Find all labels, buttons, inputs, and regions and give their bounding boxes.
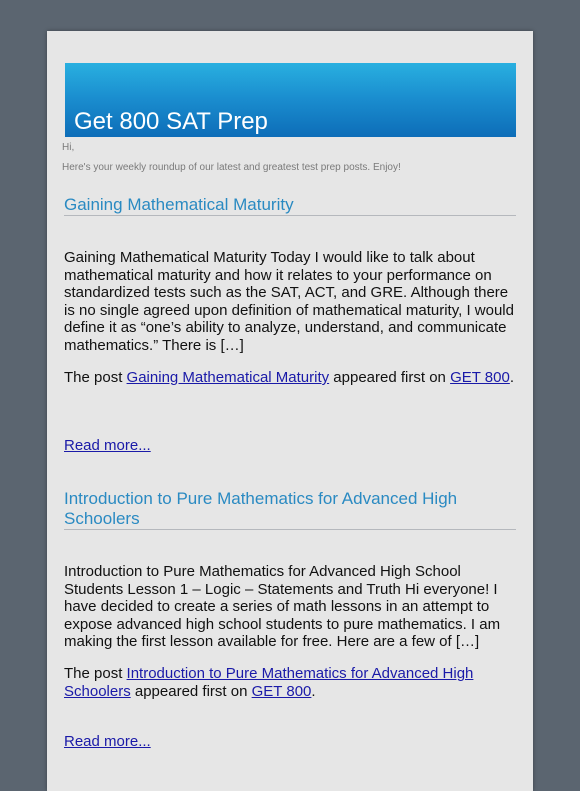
post-attribution-1 [64, 369, 519, 387]
post-link-2[interactable]: Introduction to Pure Mathematics for Advanced High Schoolers [64, 665, 474, 700]
post-title-1-text: Gaining Mathematical Maturity [64, 195, 294, 214]
post-excerpt-2: Introduction to Pure Mathematics for Advanced High School Students Lesson 1 – Logic – Statements and Truth Hi everyone! I have decided to create a series of math lessons in an attempt to expose advanced high school students to pure mathematics. I am making the first lesson available for free. Here are a few of […] [64, 563, 501, 650]
post-attribution-2 [64, 665, 519, 700]
read-more-link-2[interactable]: Read more... [64, 733, 151, 750]
attribution-suffix: . [311, 682, 316, 700]
post-link-1[interactable]: Gaining Mathematical Maturity [126, 369, 330, 386]
attribution-prefix: The post [64, 665, 127, 682]
post-divider-1 [64, 215, 516, 216]
read-more-row-1 [64, 437, 519, 455]
attribution-middle: appeared first on [130, 682, 252, 700]
greeting-text: Hi, [62, 142, 75, 153]
post-title-2 [64, 489, 516, 529]
intro-message: Here's your weekly roundup of our latest and greatest test prep posts. Enjoy! [62, 162, 401, 173]
header-title: Get 800 SAT Prep [74, 108, 268, 135]
post-title-1 [64, 195, 516, 215]
site-link-1[interactable]: GET 800 [450, 369, 510, 386]
attribution-middle: appeared first on [329, 369, 451, 386]
attribution-suffix: . [509, 369, 514, 386]
email-card [47, 31, 533, 791]
post-excerpt-1: Gaining Mathematical Maturity Today I would like to talk about mathematical maturity and how it relates to your performance on standardized tests such as the SAT, ACT, and GRE. Although there is no single agreed upon definition of mathematical maturity, I would define it as “one’s ability to analyze, understand, and communicate mathematics.” There is […] [64, 249, 514, 354]
site-link-2[interactable]: GET 800 [251, 682, 312, 700]
read-more-row-2 [64, 733, 519, 751]
attribution-prefix: The post [64, 369, 127, 386]
post-title-2-text: Introduction to Pure Mathematics for Advanced High Schoolers [64, 489, 458, 528]
read-more-link-1[interactable]: Read more... [64, 437, 151, 454]
post-divider-2 [64, 529, 516, 530]
header-banner [65, 63, 516, 137]
